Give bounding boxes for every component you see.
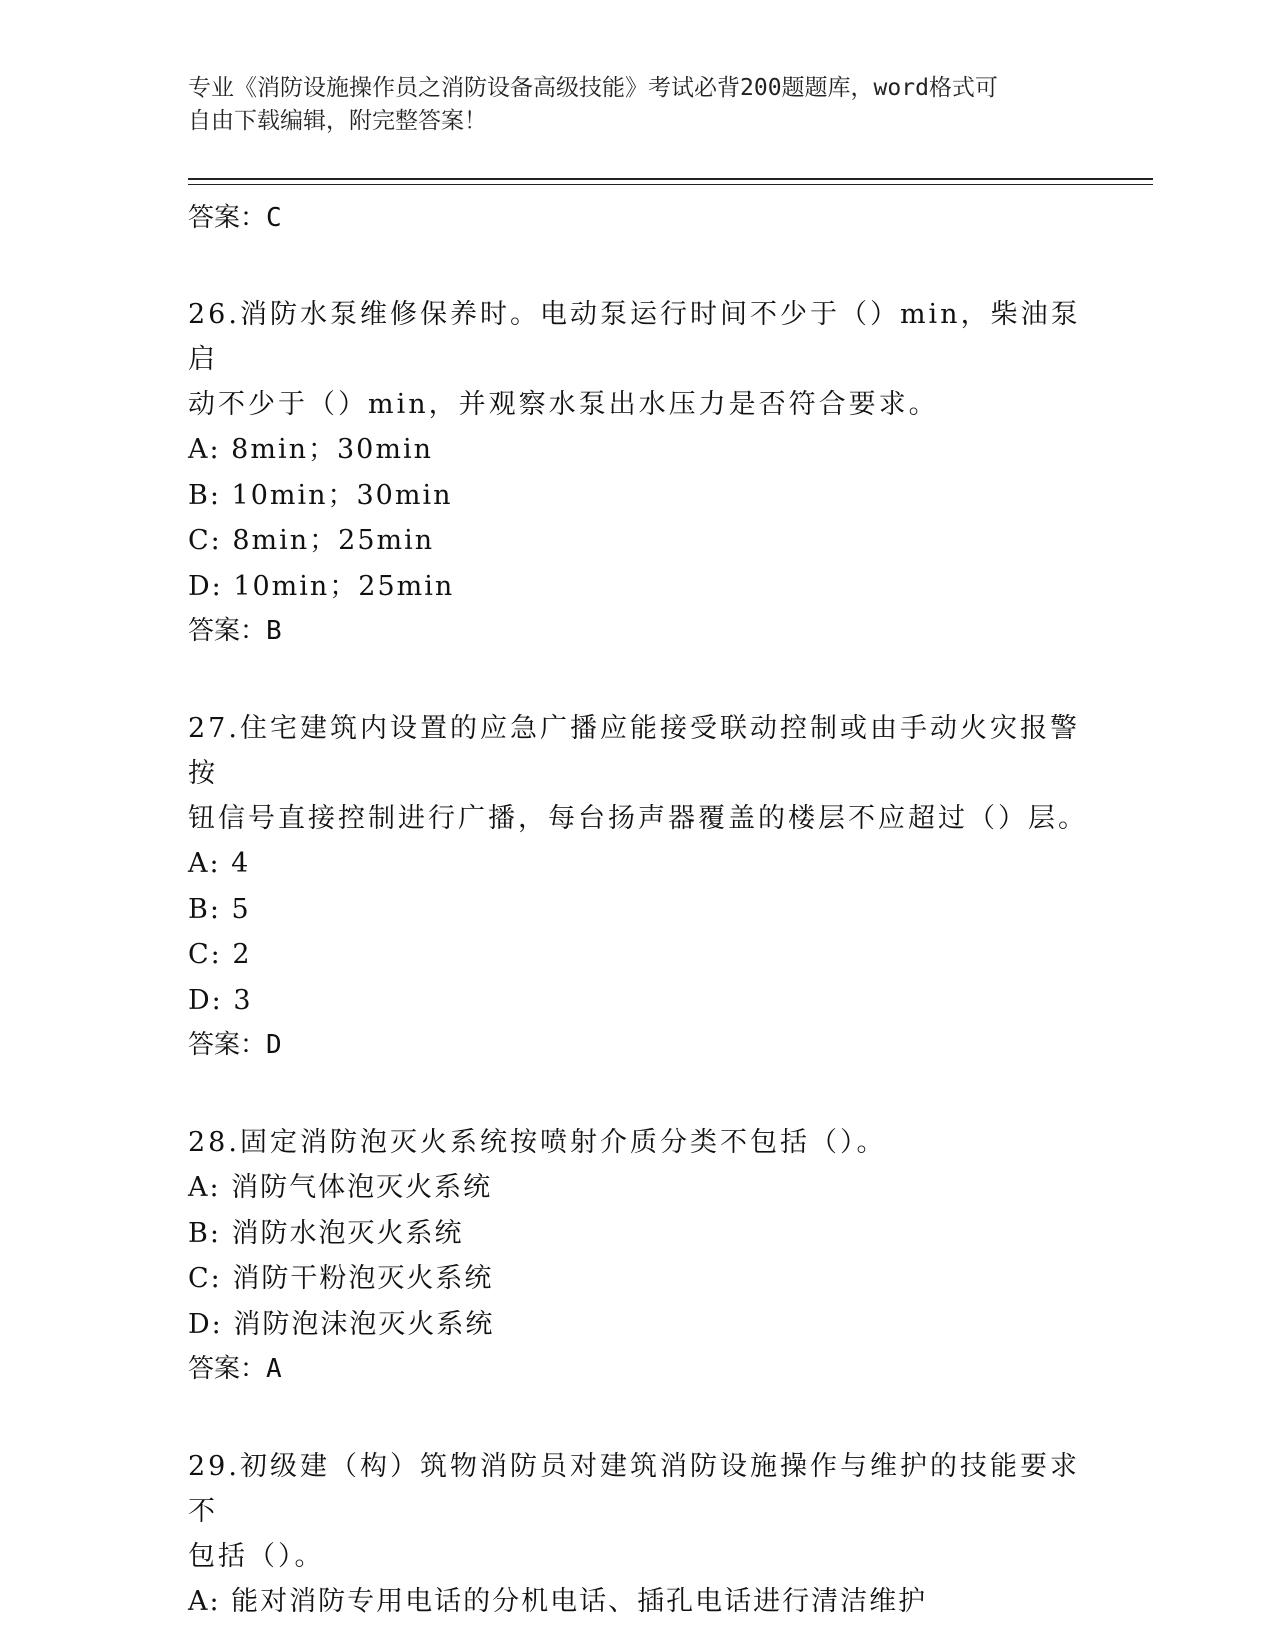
option-d: D: 10min；25min — [188, 570, 455, 602]
question-29 — [188, 1444, 1088, 1625]
question-answer: 答案：A — [188, 1354, 282, 1384]
question-stem-line: 钮信号直接控制进行广播，每台扬声器覆盖的楼层不应超过（）层。 — [188, 803, 1088, 834]
option-b: B: 10min；30min — [188, 479, 453, 511]
header-line-2: 自由下载编辑，附完整答案！ — [188, 108, 487, 134]
page-header — [188, 72, 1068, 138]
header-rule-thick — [188, 178, 1153, 180]
question-27 — [188, 706, 1088, 1068]
question-28 — [188, 1120, 1088, 1392]
question-stem-line: 包括（）。 — [188, 1541, 325, 1572]
question-26 — [188, 292, 1088, 654]
header-rule-thin — [188, 184, 1153, 185]
option-d: D: 3 — [188, 984, 253, 1016]
option-a: A: 消防气体泡灭火系统 — [188, 1172, 493, 1203]
option-c: C: 2 — [188, 939, 252, 970]
option-b: B: 消防水泡灭火系统 — [188, 1217, 464, 1249]
question-list — [188, 188, 1088, 1625]
option-a: A: 8min；30min — [188, 434, 433, 465]
question-answer: 答案：D — [188, 1030, 282, 1060]
question-stem-line: 28.固定消防泡灭火系统按喷射介质分类不包括（）。 — [188, 1127, 887, 1158]
option-c: C: 消防干粉泡灭火系统 — [188, 1263, 494, 1294]
question-stem-line: 29.初级建（构）筑物消防员对建筑消防设施操作与维护的技能要求不 — [188, 1451, 1080, 1527]
option-a: A: 能对消防专用电话的分机电话、插孔电话进行清洁维护 — [188, 1586, 928, 1617]
question-answer: 答案：B — [188, 616, 282, 646]
question-stem-line: 26.消防水泵维修保养时。电动泵运行时间不少于（）min，柴油泵启 — [188, 299, 1081, 375]
option-d: D: 消防泡沫泡灭火系统 — [188, 1308, 495, 1340]
question-stem-line: 动不少于（）min，并观察水泵出水压力是否符合要求。 — [188, 389, 939, 420]
header-line-1: 专业《消防设施操作员之消防设备高级技能》考试必背200题题库，word格式可 — [188, 75, 998, 101]
option-b: B: 5 — [188, 893, 251, 925]
question-stem-line: 27.住宅建筑内设置的应急广播应能接受联动控制或由手动火灾报警按 — [188, 713, 1080, 789]
option-c: C: 8min；25min — [188, 525, 435, 556]
previous-question-answer: 答案：C — [188, 203, 282, 233]
option-a: A: 4 — [188, 848, 251, 879]
